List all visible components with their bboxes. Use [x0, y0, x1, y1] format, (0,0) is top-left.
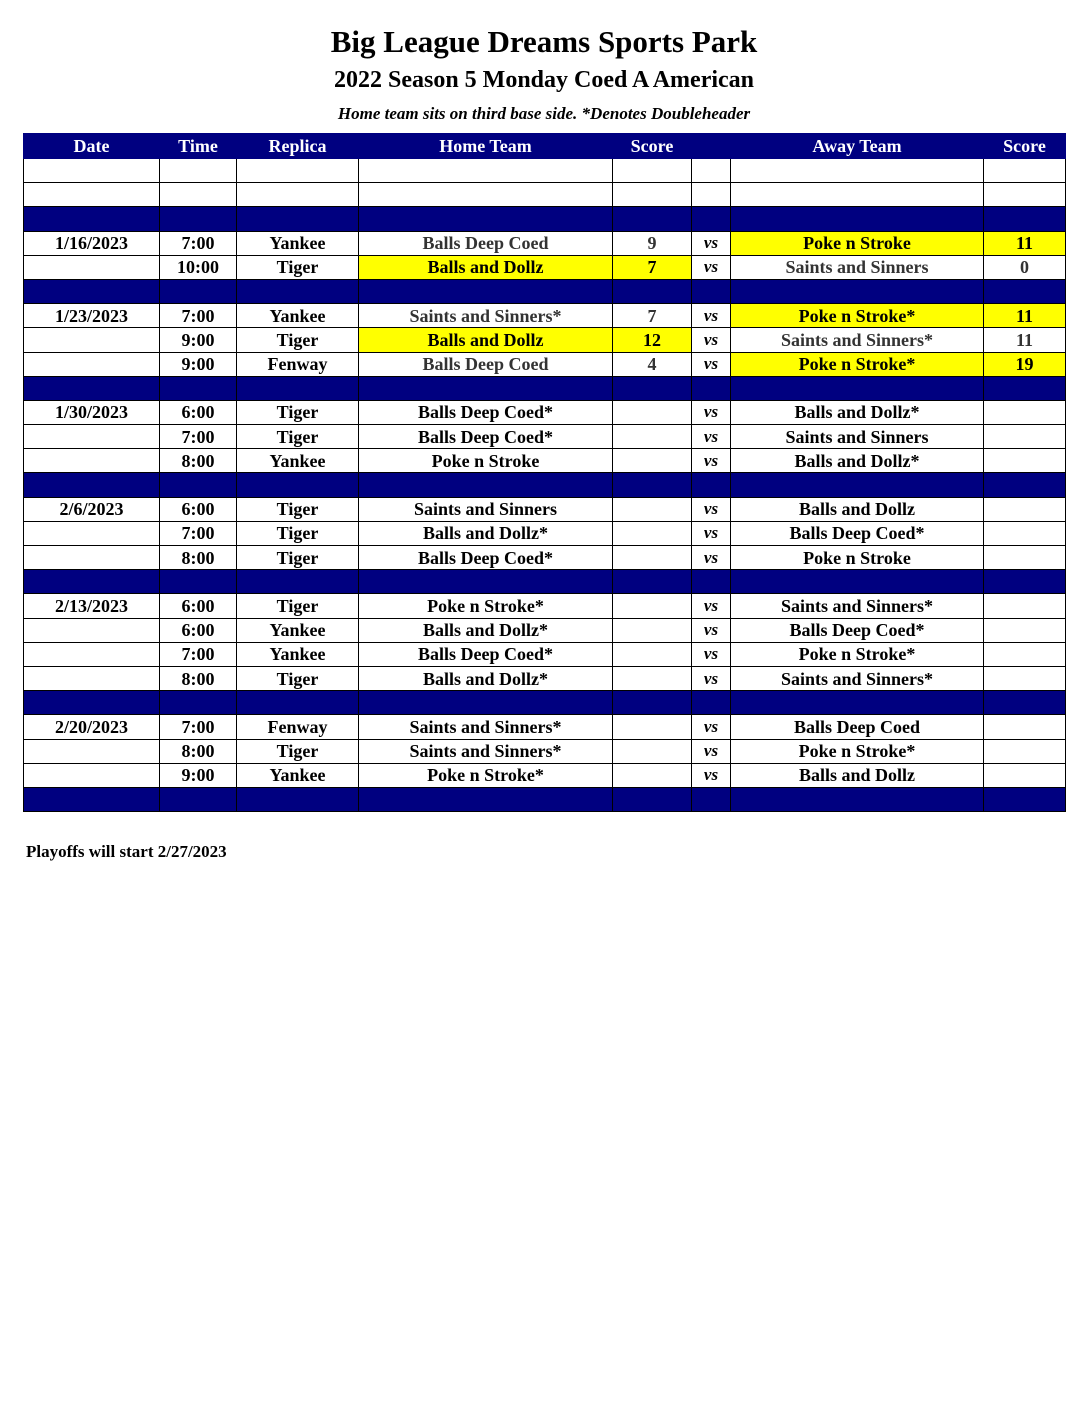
date-cell	[24, 521, 160, 545]
home-score-cell	[613, 691, 692, 715]
home-team-cell: Balls Deep Coed*	[359, 546, 613, 570]
home-score-cell	[613, 570, 692, 594]
home-team-cell: Balls Deep Coed	[359, 231, 613, 255]
date-cell	[24, 376, 160, 400]
table-row	[24, 594, 1066, 618]
replica-cell: Tiger	[237, 521, 359, 545]
vs-label	[692, 183, 731, 207]
replica-cell	[237, 207, 359, 231]
home-team-cell: Saints and Sinners*	[359, 739, 613, 763]
table-row	[24, 425, 1066, 449]
away-score-cell	[984, 521, 1066, 545]
vs-label	[692, 787, 731, 811]
time-cell: 7:00	[160, 715, 237, 739]
schedule-header-row	[24, 134, 1066, 159]
date-cell	[24, 570, 160, 594]
vs-label: vs	[692, 304, 731, 328]
away-score-cell	[984, 497, 1066, 521]
home-score-cell	[613, 400, 692, 424]
time-cell	[160, 691, 237, 715]
time-cell: 8:00	[160, 449, 237, 473]
away-score-cell: 11	[984, 231, 1066, 255]
home-team-cell: Balls Deep Coed*	[359, 400, 613, 424]
replica-cell: Tiger	[237, 425, 359, 449]
time-cell: 7:00	[160, 425, 237, 449]
date-cell	[24, 546, 160, 570]
time-cell: 8:00	[160, 666, 237, 690]
away-score-cell	[984, 425, 1066, 449]
replica-cell: Fenway	[237, 715, 359, 739]
away-score-cell	[984, 400, 1066, 424]
away-team-cell	[731, 159, 984, 183]
table-row	[24, 642, 1066, 666]
vs-label: vs	[692, 497, 731, 521]
week-separator-row	[24, 207, 1066, 231]
home-score-cell	[613, 521, 692, 545]
date-cell	[24, 763, 160, 787]
home-team-cell: Saints and Sinners*	[359, 715, 613, 739]
date-cell	[24, 207, 160, 231]
away-team-cell: Poke n Stroke*	[731, 642, 984, 666]
home-score-cell: 12	[613, 328, 692, 352]
replica-cell	[237, 691, 359, 715]
away-team-cell: Saints and Sinners*	[731, 666, 984, 690]
away-team-cell: Saints and Sinners*	[731, 594, 984, 618]
col-header-away-score: Score	[984, 134, 1066, 159]
home-team-cell: Balls and Dollz	[359, 255, 613, 279]
away-team-cell: Balls and Dollz*	[731, 400, 984, 424]
replica-cell: Yankee	[237, 618, 359, 642]
away-score-cell	[984, 207, 1066, 231]
time-cell: 9:00	[160, 763, 237, 787]
time-cell	[160, 473, 237, 497]
vs-label: vs	[692, 594, 731, 618]
away-score-cell	[984, 691, 1066, 715]
col-header-time: Time	[160, 134, 237, 159]
playoffs-note: Playoffs will start 2/27/2023	[26, 842, 227, 861]
table-row	[24, 400, 1066, 424]
replica-cell	[237, 473, 359, 497]
replica-cell: Yankee	[237, 304, 359, 328]
home-score-cell	[613, 425, 692, 449]
date-cell: 2/6/2023	[24, 497, 160, 521]
table-row	[24, 618, 1066, 642]
date-cell: 1/16/2023	[24, 231, 160, 255]
away-score-cell	[984, 449, 1066, 473]
time-cell: 7:00	[160, 521, 237, 545]
date-cell	[24, 642, 160, 666]
home-team-cell: Poke n Stroke*	[359, 594, 613, 618]
vs-label: vs	[692, 328, 731, 352]
time-cell	[160, 787, 237, 811]
home-team-cell	[359, 691, 613, 715]
time-cell: 10:00	[160, 255, 237, 279]
home-score-cell	[613, 183, 692, 207]
table-row	[24, 231, 1066, 255]
home-team-cell	[359, 473, 613, 497]
date-cell	[24, 255, 160, 279]
home-team-cell: Balls Deep Coed	[359, 352, 613, 376]
home-team-cell	[359, 787, 613, 811]
vs-label: vs	[692, 642, 731, 666]
date-cell	[24, 425, 160, 449]
away-team-cell: Balls and Dollz*	[731, 449, 984, 473]
week-separator-row	[24, 279, 1066, 303]
time-cell: 8:00	[160, 546, 237, 570]
replica-cell	[237, 787, 359, 811]
replica-cell: Tiger	[237, 400, 359, 424]
home-score-cell	[613, 763, 692, 787]
home-score-cell	[613, 159, 692, 183]
date-cell: 1/23/2023	[24, 304, 160, 328]
away-team-cell: Saints and Sinners	[731, 425, 984, 449]
table-row	[24, 352, 1066, 376]
home-score-cell	[613, 497, 692, 521]
home-score-cell	[613, 642, 692, 666]
vs-label	[692, 376, 731, 400]
time-cell: 6:00	[160, 618, 237, 642]
vs-label: vs	[692, 352, 731, 376]
time-cell: 7:00	[160, 304, 237, 328]
home-team-cell	[359, 376, 613, 400]
replica-cell	[237, 183, 359, 207]
away-team-cell	[731, 183, 984, 207]
away-score-cell	[984, 715, 1066, 739]
vs-label	[692, 570, 731, 594]
home-team-cell	[359, 570, 613, 594]
time-cell	[160, 279, 237, 303]
home-team-note: Home team sits on third base side. *Denotes Doubleheader	[337, 104, 751, 123]
table-row	[24, 739, 1066, 763]
time-cell	[160, 159, 237, 183]
page-title: Big League Dreams Sports Park	[330, 24, 758, 59]
away-score-cell	[984, 279, 1066, 303]
week-separator-row	[24, 691, 1066, 715]
replica-cell: Tiger	[237, 255, 359, 279]
vs-label: vs	[692, 400, 731, 424]
away-team-cell: Saints and Sinners*	[731, 328, 984, 352]
week-separator-row	[24, 787, 1066, 811]
table-row	[24, 715, 1066, 739]
time-cell: 7:00	[160, 231, 237, 255]
home-score-cell	[613, 473, 692, 497]
date-cell	[24, 328, 160, 352]
home-team-cell	[359, 279, 613, 303]
away-score-cell	[984, 642, 1066, 666]
away-team-cell: Poke n Stroke	[731, 231, 984, 255]
home-score-cell	[613, 787, 692, 811]
away-score-cell: 11	[984, 328, 1066, 352]
week-separator-row	[24, 376, 1066, 400]
away-score-cell	[984, 666, 1066, 690]
date-cell	[24, 473, 160, 497]
week-separator-row	[24, 473, 1066, 497]
away-team-cell	[731, 570, 984, 594]
time-cell: 7:00	[160, 642, 237, 666]
away-score-cell	[984, 787, 1066, 811]
away-score-cell	[984, 570, 1066, 594]
away-score-cell	[984, 473, 1066, 497]
vs-label: vs	[692, 521, 731, 545]
vs-label: vs	[692, 255, 731, 279]
season-subtitle: 2022 Season 5 Monday Coed A American	[333, 67, 755, 93]
vs-label: vs	[692, 231, 731, 255]
away-team-cell	[731, 787, 984, 811]
home-score-cell	[613, 739, 692, 763]
date-cell: 2/20/2023	[24, 715, 160, 739]
vs-label: vs	[692, 425, 731, 449]
replica-cell	[237, 279, 359, 303]
time-cell: 6:00	[160, 497, 237, 521]
replica-cell: Yankee	[237, 763, 359, 787]
away-team-cell: Poke n Stroke	[731, 546, 984, 570]
table-row	[24, 521, 1066, 545]
vs-label: vs	[692, 449, 731, 473]
replica-cell: Tiger	[237, 497, 359, 521]
vs-label	[692, 691, 731, 715]
time-cell: 9:00	[160, 328, 237, 352]
away-score-cell	[984, 763, 1066, 787]
away-team-cell: Balls Deep Coed*	[731, 618, 984, 642]
home-score-cell	[613, 376, 692, 400]
col-header-replica: Replica	[237, 134, 359, 159]
replica-cell: Yankee	[237, 642, 359, 666]
away-score-cell	[984, 183, 1066, 207]
table-row	[24, 546, 1066, 570]
table-row	[24, 328, 1066, 352]
date-cell: 2/13/2023	[24, 594, 160, 618]
time-cell: 9:00	[160, 352, 237, 376]
away-score-cell: 11	[984, 304, 1066, 328]
home-team-cell: Poke n Stroke	[359, 449, 613, 473]
replica-cell: Tiger	[237, 594, 359, 618]
blank-row	[24, 159, 1066, 183]
home-team-cell: Balls Deep Coed*	[359, 642, 613, 666]
date-cell	[24, 666, 160, 690]
table-row	[24, 449, 1066, 473]
away-score-cell	[984, 159, 1066, 183]
home-team-cell: Poke n Stroke*	[359, 763, 613, 787]
away-score-cell	[984, 618, 1066, 642]
away-score-cell: 0	[984, 255, 1066, 279]
replica-cell: Tiger	[237, 328, 359, 352]
home-team-cell: Balls and Dollz	[359, 328, 613, 352]
vs-label: vs	[692, 666, 731, 690]
vs-label: vs	[692, 763, 731, 787]
away-team-cell: Poke n Stroke*	[731, 739, 984, 763]
vs-label	[692, 473, 731, 497]
time-cell	[160, 183, 237, 207]
home-score-cell	[613, 715, 692, 739]
away-team-cell	[731, 473, 984, 497]
date-cell: 1/30/2023	[24, 400, 160, 424]
away-score-cell	[984, 376, 1066, 400]
replica-cell: Yankee	[237, 449, 359, 473]
blank-row	[24, 183, 1066, 207]
schedule-table	[23, 133, 1066, 812]
col-header-vs	[692, 134, 731, 159]
away-score-cell	[984, 546, 1066, 570]
time-cell	[160, 570, 237, 594]
date-cell	[24, 352, 160, 376]
vs-label: vs	[692, 739, 731, 763]
away-score-cell	[984, 739, 1066, 763]
home-score-cell	[613, 546, 692, 570]
away-team-cell: Balls and Dollz	[731, 763, 984, 787]
replica-cell: Yankee	[237, 231, 359, 255]
home-team-cell	[359, 159, 613, 183]
replica-cell: Tiger	[237, 666, 359, 690]
home-score-cell	[613, 279, 692, 303]
date-cell	[24, 449, 160, 473]
table-row	[24, 255, 1066, 279]
away-score-cell: 19	[984, 352, 1066, 376]
away-team-cell: Balls Deep Coed*	[731, 521, 984, 545]
table-row	[24, 666, 1066, 690]
home-score-cell	[613, 594, 692, 618]
home-score-cell	[613, 207, 692, 231]
home-team-cell: Balls and Dollz*	[359, 521, 613, 545]
replica-cell	[237, 376, 359, 400]
home-team-cell	[359, 207, 613, 231]
vs-label	[692, 207, 731, 231]
home-score-cell	[613, 449, 692, 473]
home-team-cell: Balls and Dollz*	[359, 618, 613, 642]
home-team-cell: Balls Deep Coed*	[359, 425, 613, 449]
time-cell: 6:00	[160, 594, 237, 618]
home-team-cell: Saints and Sinners*	[359, 304, 613, 328]
home-score-cell: 4	[613, 352, 692, 376]
date-cell	[24, 159, 160, 183]
home-team-cell: Saints and Sinners	[359, 497, 613, 521]
replica-cell: Tiger	[237, 739, 359, 763]
vs-label	[692, 279, 731, 303]
away-team-cell: Balls Deep Coed	[731, 715, 984, 739]
away-team-cell: Balls and Dollz	[731, 497, 984, 521]
table-row	[24, 763, 1066, 787]
away-team-cell	[731, 376, 984, 400]
away-team-cell: Saints and Sinners	[731, 255, 984, 279]
date-cell	[24, 279, 160, 303]
time-cell: 6:00	[160, 400, 237, 424]
vs-label: vs	[692, 546, 731, 570]
replica-cell	[237, 159, 359, 183]
home-score-cell: 7	[613, 304, 692, 328]
replica-cell: Fenway	[237, 352, 359, 376]
away-team-cell: Poke n Stroke*	[731, 304, 984, 328]
week-separator-row	[24, 570, 1066, 594]
away-team-cell	[731, 207, 984, 231]
replica-cell	[237, 570, 359, 594]
date-cell	[24, 183, 160, 207]
away-team-cell	[731, 279, 984, 303]
date-cell	[24, 691, 160, 715]
time-cell	[160, 376, 237, 400]
vs-label: vs	[692, 618, 731, 642]
away-score-cell	[984, 594, 1066, 618]
table-row	[24, 497, 1066, 521]
table-row	[24, 304, 1066, 328]
home-score-cell: 9	[613, 231, 692, 255]
col-header-home-score: Score	[613, 134, 692, 159]
home-score-cell	[613, 618, 692, 642]
home-team-cell: Balls and Dollz*	[359, 666, 613, 690]
home-team-cell	[359, 183, 613, 207]
vs-label	[692, 159, 731, 183]
away-team-cell	[731, 691, 984, 715]
replica-cell: Tiger	[237, 546, 359, 570]
time-cell	[160, 207, 237, 231]
date-cell	[24, 787, 160, 811]
vs-label: vs	[692, 715, 731, 739]
col-header-date: Date	[24, 134, 160, 159]
home-score-cell: 7	[613, 255, 692, 279]
col-header-home-team: Home Team	[359, 134, 613, 159]
home-score-cell	[613, 666, 692, 690]
date-cell	[24, 739, 160, 763]
time-cell: 8:00	[160, 739, 237, 763]
col-header-away-team: Away Team	[731, 134, 984, 159]
away-team-cell: Poke n Stroke*	[731, 352, 984, 376]
date-cell	[24, 618, 160, 642]
